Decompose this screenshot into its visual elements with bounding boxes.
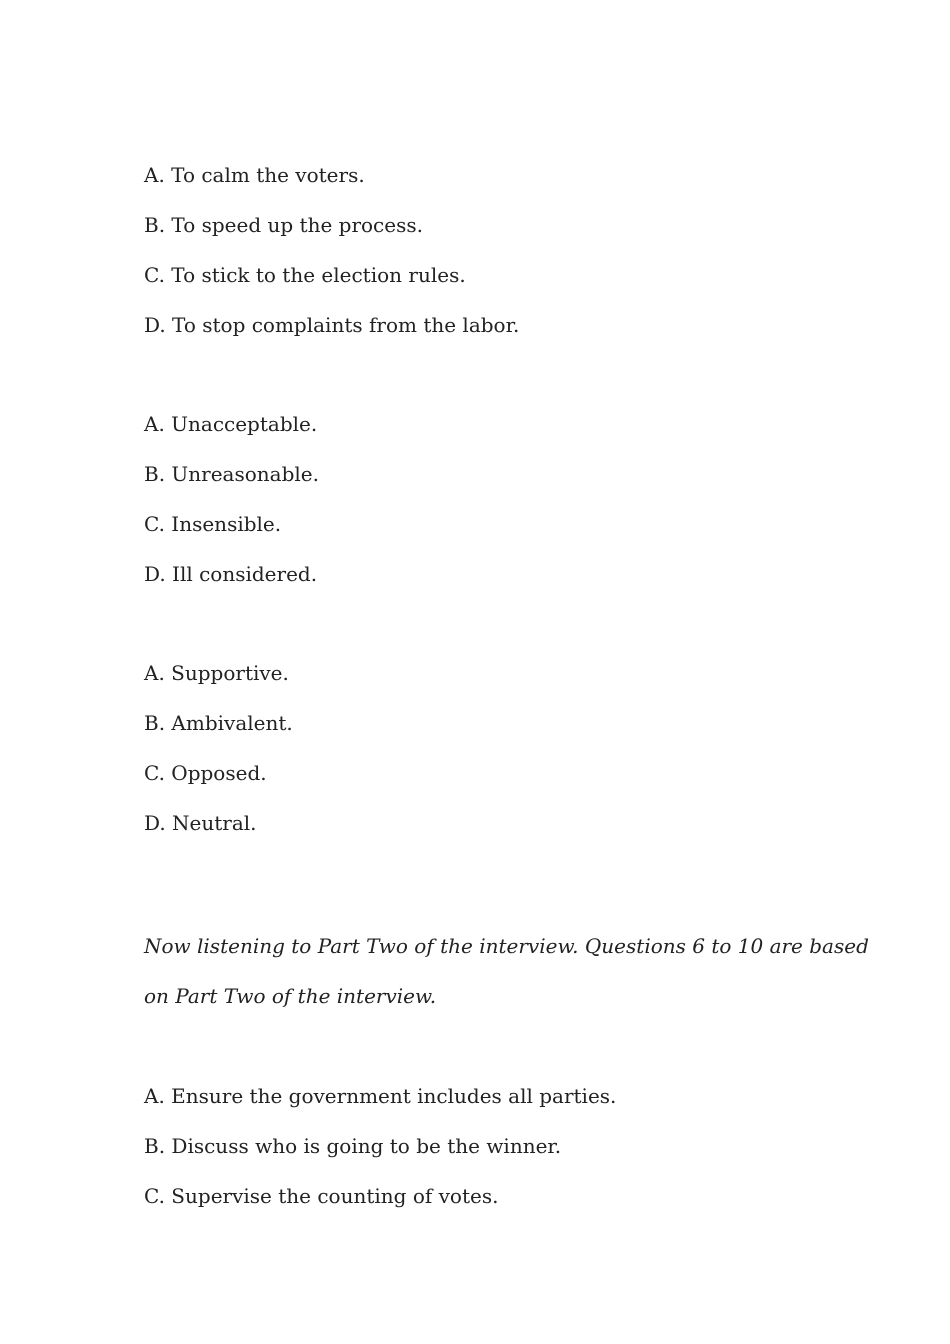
option-d: D. Neutral. bbox=[144, 811, 257, 835]
option-c: C. Insensible. bbox=[144, 512, 282, 536]
option-b: B. To speed up the process. bbox=[144, 213, 423, 237]
option-a: A. Ensure the government includes all parties. bbox=[144, 1084, 617, 1108]
option-b: B. Ambivalent. bbox=[144, 711, 293, 735]
option-a: A. Unacceptable. bbox=[144, 412, 318, 436]
option-c: C. To stick to the election rules. bbox=[144, 263, 466, 287]
option-b: B. Unreasonable. bbox=[144, 462, 319, 486]
option-c: C. Supervise the counting of votes. bbox=[144, 1184, 499, 1208]
option-b: B. Discuss who is going to be the winner. bbox=[144, 1134, 562, 1158]
option-d: D. Ill considered. bbox=[144, 562, 318, 586]
option-a: A. To calm the voters. bbox=[144, 163, 365, 187]
instruction-line-1: Now listening to Part Two of the interview. Questions 6 to 10 are based bbox=[144, 934, 869, 958]
option-c: C. Opposed. bbox=[144, 761, 267, 785]
option-a: A. Supportive. bbox=[144, 661, 289, 685]
option-d: D. To stop complaints from the labor. bbox=[144, 313, 520, 337]
instruction-line-2: on Part Two of the interview. bbox=[144, 984, 437, 1008]
